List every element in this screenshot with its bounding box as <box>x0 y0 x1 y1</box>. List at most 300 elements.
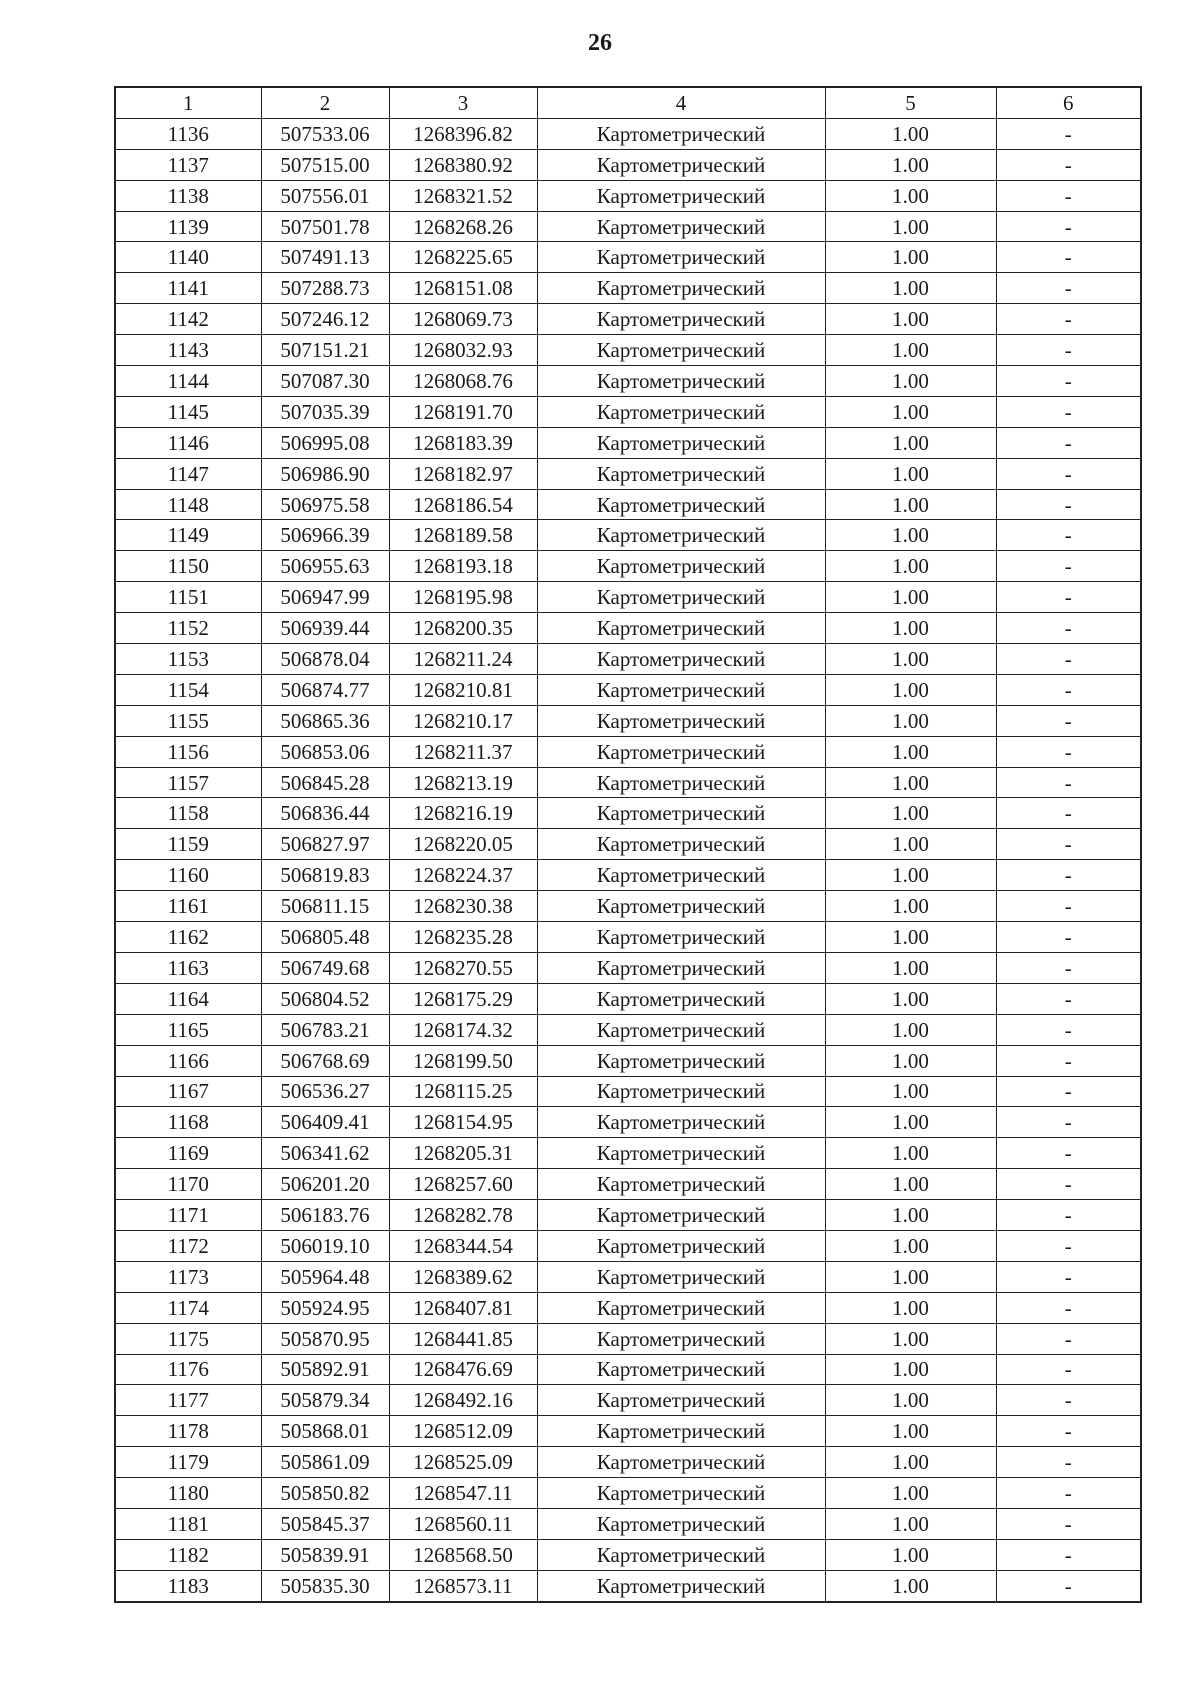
x-coordinate-cell: 506819.83 <box>261 860 389 891</box>
accuracy-cell: 1.00 <box>825 922 996 953</box>
table-row <box>115 705 1141 736</box>
x-coordinate-cell: 506939.44 <box>261 613 389 644</box>
point-number-cell: 1159 <box>115 829 261 860</box>
accuracy-cell: 1.00 <box>825 335 996 366</box>
y-coordinate-cell: 1268191.70 <box>389 396 537 427</box>
method-cell: Картометрический <box>537 520 825 551</box>
y-coordinate-cell: 1268193.18 <box>389 551 537 582</box>
column-header-1: 1 <box>115 87 261 118</box>
x-coordinate-cell: 507533.06 <box>261 118 389 149</box>
table-header-row <box>115 87 1141 118</box>
accuracy-cell: 1.00 <box>825 211 996 242</box>
table-row <box>115 1292 1141 1323</box>
x-coordinate-cell: 506966.39 <box>261 520 389 551</box>
method-cell: Картометрический <box>537 1478 825 1509</box>
accuracy-cell: 1.00 <box>825 1045 996 1076</box>
method-cell: Картометрический <box>537 396 825 427</box>
accuracy-cell: 1.00 <box>825 551 996 582</box>
y-coordinate-cell: 1268282.78 <box>389 1200 537 1231</box>
table-row <box>115 273 1141 304</box>
table-row <box>115 1570 1141 1601</box>
method-cell: Картометрический <box>537 489 825 520</box>
table-row <box>115 211 1141 242</box>
y-coordinate-cell: 1268186.54 <box>389 489 537 520</box>
method-cell: Картометрический <box>537 767 825 798</box>
note-cell: - <box>996 736 1141 767</box>
y-coordinate-cell: 1268492.16 <box>389 1385 537 1416</box>
note-cell: - <box>996 922 1141 953</box>
point-number-cell: 1140 <box>115 242 261 273</box>
x-coordinate-cell: 506749.68 <box>261 952 389 983</box>
method-cell: Картометрический <box>537 644 825 675</box>
point-number-cell: 1173 <box>115 1261 261 1292</box>
x-coordinate-cell: 506804.52 <box>261 983 389 1014</box>
y-coordinate-cell: 1268270.55 <box>389 952 537 983</box>
x-coordinate-cell: 506975.58 <box>261 489 389 520</box>
point-number-cell: 1157 <box>115 767 261 798</box>
y-coordinate-cell: 1268547.11 <box>389 1478 537 1509</box>
table-body <box>115 118 1141 1601</box>
note-cell: - <box>996 1478 1141 1509</box>
point-number-cell: 1148 <box>115 489 261 520</box>
page-number: 26 <box>588 30 612 56</box>
table-row <box>115 1200 1141 1231</box>
note-cell: - <box>996 674 1141 705</box>
point-number-cell: 1181 <box>115 1508 261 1539</box>
y-coordinate-cell: 1268396.82 <box>389 118 537 149</box>
point-number-cell: 1158 <box>115 798 261 829</box>
table-row <box>115 489 1141 520</box>
point-number-cell: 1176 <box>115 1354 261 1385</box>
point-number-cell: 1171 <box>115 1200 261 1231</box>
point-number-cell: 1177 <box>115 1385 261 1416</box>
accuracy-cell: 1.00 <box>825 1200 996 1231</box>
coordinates-table <box>114 86 1142 1603</box>
x-coordinate-cell: 505879.34 <box>261 1385 389 1416</box>
x-coordinate-cell: 505964.48 <box>261 1261 389 1292</box>
note-cell: - <box>996 1045 1141 1076</box>
point-number-cell: 1155 <box>115 705 261 736</box>
y-coordinate-cell: 1268115.25 <box>389 1076 537 1107</box>
accuracy-cell: 1.00 <box>825 983 996 1014</box>
x-coordinate-cell: 505861.09 <box>261 1447 389 1478</box>
method-cell: Картометрический <box>537 1323 825 1354</box>
table-row <box>115 829 1141 860</box>
x-coordinate-cell: 506986.90 <box>261 458 389 489</box>
y-coordinate-cell: 1268213.19 <box>389 767 537 798</box>
point-number-cell: 1149 <box>115 520 261 551</box>
point-number-cell: 1144 <box>115 366 261 397</box>
y-coordinate-cell: 1268189.58 <box>389 520 537 551</box>
column-header-4: 4 <box>537 87 825 118</box>
method-cell: Картометрический <box>537 1014 825 1045</box>
accuracy-cell: 1.00 <box>825 674 996 705</box>
y-coordinate-cell: 1268380.92 <box>389 149 537 180</box>
x-coordinate-cell: 506341.62 <box>261 1138 389 1169</box>
y-coordinate-cell: 1268568.50 <box>389 1539 537 1570</box>
point-number-cell: 1150 <box>115 551 261 582</box>
method-cell: Картометрический <box>537 242 825 273</box>
accuracy-cell: 1.00 <box>825 829 996 860</box>
accuracy-cell: 1.00 <box>825 613 996 644</box>
point-number-cell: 1183 <box>115 1570 261 1601</box>
accuracy-cell: 1.00 <box>825 118 996 149</box>
accuracy-cell: 1.00 <box>825 1354 996 1385</box>
point-number-cell: 1164 <box>115 983 261 1014</box>
y-coordinate-cell: 1268068.76 <box>389 366 537 397</box>
point-number-cell: 1175 <box>115 1323 261 1354</box>
column-header-5: 5 <box>825 87 996 118</box>
accuracy-cell: 1.00 <box>825 1261 996 1292</box>
note-cell: - <box>996 551 1141 582</box>
x-coordinate-cell: 507288.73 <box>261 273 389 304</box>
point-number-cell: 1160 <box>115 860 261 891</box>
accuracy-cell: 1.00 <box>825 952 996 983</box>
note-cell: - <box>996 458 1141 489</box>
method-cell: Картометрический <box>537 1539 825 1570</box>
table-row <box>115 1169 1141 1200</box>
table-row <box>115 644 1141 675</box>
note-cell: - <box>996 891 1141 922</box>
method-cell: Картометрический <box>537 211 825 242</box>
note-cell: - <box>996 1508 1141 1539</box>
note-cell: - <box>996 1323 1141 1354</box>
accuracy-cell: 1.00 <box>825 644 996 675</box>
note-cell: - <box>996 613 1141 644</box>
accuracy-cell: 1.00 <box>825 304 996 335</box>
method-cell: Картометрический <box>537 1107 825 1138</box>
accuracy-cell: 1.00 <box>825 366 996 397</box>
point-number-cell: 1161 <box>115 891 261 922</box>
table-row <box>115 1323 1141 1354</box>
point-number-cell: 1170 <box>115 1169 261 1200</box>
accuracy-cell: 1.00 <box>825 1138 996 1169</box>
x-coordinate-cell: 507515.00 <box>261 149 389 180</box>
point-number-cell: 1156 <box>115 736 261 767</box>
method-cell: Картометрический <box>537 1354 825 1385</box>
method-cell: Картометрический <box>537 613 825 644</box>
note-cell: - <box>996 489 1141 520</box>
accuracy-cell: 1.00 <box>825 1539 996 1570</box>
table-row <box>115 458 1141 489</box>
y-coordinate-cell: 1268257.60 <box>389 1169 537 1200</box>
note-cell: - <box>996 180 1141 211</box>
accuracy-cell: 1.00 <box>825 1230 996 1261</box>
point-number-cell: 1147 <box>115 458 261 489</box>
accuracy-cell: 1.00 <box>825 1416 996 1447</box>
x-coordinate-cell: 507491.13 <box>261 242 389 273</box>
y-coordinate-cell: 1268211.37 <box>389 736 537 767</box>
y-coordinate-cell: 1268199.50 <box>389 1045 537 1076</box>
table-row <box>115 551 1141 582</box>
method-cell: Картометрический <box>537 304 825 335</box>
note-cell: - <box>996 366 1141 397</box>
accuracy-cell: 1.00 <box>825 1323 996 1354</box>
accuracy-cell: 1.00 <box>825 458 996 489</box>
accuracy-cell: 1.00 <box>825 736 996 767</box>
y-coordinate-cell: 1268389.62 <box>389 1261 537 1292</box>
x-coordinate-cell: 507035.39 <box>261 396 389 427</box>
x-coordinate-cell: 507501.78 <box>261 211 389 242</box>
accuracy-cell: 1.00 <box>825 396 996 427</box>
accuracy-cell: 1.00 <box>825 1292 996 1323</box>
point-number-cell: 1168 <box>115 1107 261 1138</box>
table-row <box>115 922 1141 953</box>
method-cell: Картометрический <box>537 427 825 458</box>
note-cell: - <box>996 582 1141 613</box>
point-number-cell: 1146 <box>115 427 261 458</box>
note-cell: - <box>996 118 1141 149</box>
accuracy-cell: 1.00 <box>825 489 996 520</box>
accuracy-cell: 1.00 <box>825 1447 996 1478</box>
point-number-cell: 1136 <box>115 118 261 149</box>
method-cell: Картометрический <box>537 860 825 891</box>
method-cell: Картометрический <box>537 1385 825 1416</box>
method-cell: Картометрический <box>537 983 825 1014</box>
y-coordinate-cell: 1268183.39 <box>389 427 537 458</box>
accuracy-cell: 1.00 <box>825 705 996 736</box>
accuracy-cell: 1.00 <box>825 1014 996 1045</box>
x-coordinate-cell: 505924.95 <box>261 1292 389 1323</box>
y-coordinate-cell: 1268175.29 <box>389 983 537 1014</box>
x-coordinate-cell: 506853.06 <box>261 736 389 767</box>
point-number-cell: 1153 <box>115 644 261 675</box>
note-cell: - <box>996 1138 1141 1169</box>
method-cell: Картометрический <box>537 1076 825 1107</box>
y-coordinate-cell: 1268235.28 <box>389 922 537 953</box>
method-cell: Картометрический <box>537 798 825 829</box>
point-number-cell: 1172 <box>115 1230 261 1261</box>
method-cell: Картометрический <box>537 149 825 180</box>
y-coordinate-cell: 1268344.54 <box>389 1230 537 1261</box>
table-row <box>115 520 1141 551</box>
y-coordinate-cell: 1268069.73 <box>389 304 537 335</box>
x-coordinate-cell: 506845.28 <box>261 767 389 798</box>
note-cell: - <box>996 860 1141 891</box>
accuracy-cell: 1.00 <box>825 860 996 891</box>
x-coordinate-cell: 506865.36 <box>261 705 389 736</box>
table-row <box>115 304 1141 335</box>
y-coordinate-cell: 1268407.81 <box>389 1292 537 1323</box>
note-cell: - <box>996 396 1141 427</box>
point-number-cell: 1154 <box>115 674 261 705</box>
point-number-cell: 1166 <box>115 1045 261 1076</box>
note-cell: - <box>996 1539 1141 1570</box>
note-cell: - <box>996 767 1141 798</box>
x-coordinate-cell: 506836.44 <box>261 798 389 829</box>
y-coordinate-cell: 1268268.26 <box>389 211 537 242</box>
note-cell: - <box>996 829 1141 860</box>
column-header-6: 6 <box>996 87 1141 118</box>
accuracy-cell: 1.00 <box>825 520 996 551</box>
accuracy-cell: 1.00 <box>825 891 996 922</box>
x-coordinate-cell: 506409.41 <box>261 1107 389 1138</box>
point-number-cell: 1178 <box>115 1416 261 1447</box>
method-cell: Картометрический <box>537 118 825 149</box>
table-row <box>115 1416 1141 1447</box>
note-cell: - <box>996 798 1141 829</box>
note-cell: - <box>996 983 1141 1014</box>
accuracy-cell: 1.00 <box>825 798 996 829</box>
x-coordinate-cell: 506947.99 <box>261 582 389 613</box>
accuracy-cell: 1.00 <box>825 427 996 458</box>
method-cell: Картометрический <box>537 829 825 860</box>
note-cell: - <box>996 1107 1141 1138</box>
table-row <box>115 1261 1141 1292</box>
y-coordinate-cell: 1268512.09 <box>389 1416 537 1447</box>
table-row <box>115 798 1141 829</box>
y-coordinate-cell: 1268216.19 <box>389 798 537 829</box>
x-coordinate-cell: 506783.21 <box>261 1014 389 1045</box>
table-row <box>115 366 1141 397</box>
accuracy-cell: 1.00 <box>825 1478 996 1509</box>
method-cell: Картометрический <box>537 1169 825 1200</box>
point-number-cell: 1139 <box>115 211 261 242</box>
note-cell: - <box>996 211 1141 242</box>
method-cell: Картометрический <box>537 1138 825 1169</box>
y-coordinate-cell: 1268210.17 <box>389 705 537 736</box>
method-cell: Картометрический <box>537 273 825 304</box>
table-row <box>115 1508 1141 1539</box>
y-coordinate-cell: 1268525.09 <box>389 1447 537 1478</box>
method-cell: Картометрический <box>537 1261 825 1292</box>
note-cell: - <box>996 1570 1141 1601</box>
y-coordinate-cell: 1268321.52 <box>389 180 537 211</box>
x-coordinate-cell: 506811.15 <box>261 891 389 922</box>
accuracy-cell: 1.00 <box>825 1385 996 1416</box>
point-number-cell: 1162 <box>115 922 261 953</box>
point-number-cell: 1145 <box>115 396 261 427</box>
point-number-cell: 1138 <box>115 180 261 211</box>
accuracy-cell: 1.00 <box>825 180 996 211</box>
note-cell: - <box>996 952 1141 983</box>
x-coordinate-cell: 506874.77 <box>261 674 389 705</box>
method-cell: Картометрический <box>537 1292 825 1323</box>
table-row <box>115 1138 1141 1169</box>
note-cell: - <box>996 1416 1141 1447</box>
y-coordinate-cell: 1268154.95 <box>389 1107 537 1138</box>
table-row <box>115 582 1141 613</box>
accuracy-cell: 1.00 <box>825 767 996 798</box>
point-number-cell: 1179 <box>115 1447 261 1478</box>
note-cell: - <box>996 1261 1141 1292</box>
y-coordinate-cell: 1268220.05 <box>389 829 537 860</box>
x-coordinate-cell: 505839.91 <box>261 1539 389 1570</box>
table-row <box>115 891 1141 922</box>
y-coordinate-cell: 1268182.97 <box>389 458 537 489</box>
note-cell: - <box>996 1014 1141 1045</box>
y-coordinate-cell: 1268230.38 <box>389 891 537 922</box>
x-coordinate-cell: 506183.76 <box>261 1200 389 1231</box>
point-number-cell: 1180 <box>115 1478 261 1509</box>
table-row <box>115 674 1141 705</box>
point-number-cell: 1152 <box>115 613 261 644</box>
table-row <box>115 118 1141 149</box>
table-row <box>115 1354 1141 1385</box>
note-cell: - <box>996 1230 1141 1261</box>
note-cell: - <box>996 1354 1141 1385</box>
method-cell: Картометрический <box>537 705 825 736</box>
x-coordinate-cell: 505892.91 <box>261 1354 389 1385</box>
table-row <box>115 952 1141 983</box>
x-coordinate-cell: 506995.08 <box>261 427 389 458</box>
point-number-cell: 1143 <box>115 335 261 366</box>
x-coordinate-cell: 506878.04 <box>261 644 389 675</box>
x-coordinate-cell: 505870.95 <box>261 1323 389 1354</box>
note-cell: - <box>996 304 1141 335</box>
table-row <box>115 242 1141 273</box>
method-cell: Картометрический <box>537 1045 825 1076</box>
note-cell: - <box>996 705 1141 736</box>
y-coordinate-cell: 1268174.32 <box>389 1014 537 1045</box>
y-coordinate-cell: 1268032.93 <box>389 335 537 366</box>
point-number-cell: 1169 <box>115 1138 261 1169</box>
point-number-cell: 1163 <box>115 952 261 983</box>
point-number-cell: 1137 <box>115 149 261 180</box>
method-cell: Картометрический <box>537 366 825 397</box>
table-row <box>115 335 1141 366</box>
method-cell: Картометрический <box>537 1230 825 1261</box>
x-coordinate-cell: 507556.01 <box>261 180 389 211</box>
point-number-cell: 1151 <box>115 582 261 613</box>
x-coordinate-cell: 506768.69 <box>261 1045 389 1076</box>
y-coordinate-cell: 1268210.81 <box>389 674 537 705</box>
table-row <box>115 1385 1141 1416</box>
y-coordinate-cell: 1268573.11 <box>389 1570 537 1601</box>
point-number-cell: 1182 <box>115 1539 261 1570</box>
table-row <box>115 860 1141 891</box>
table-row <box>115 767 1141 798</box>
y-coordinate-cell: 1268205.31 <box>389 1138 537 1169</box>
x-coordinate-cell: 505868.01 <box>261 1416 389 1447</box>
method-cell: Картометрический <box>537 891 825 922</box>
point-number-cell: 1174 <box>115 1292 261 1323</box>
method-cell: Картометрический <box>537 736 825 767</box>
method-cell: Картометрический <box>537 1416 825 1447</box>
method-cell: Картометрический <box>537 1508 825 1539</box>
table-row <box>115 180 1141 211</box>
note-cell: - <box>996 1200 1141 1231</box>
note-cell: - <box>996 644 1141 675</box>
accuracy-cell: 1.00 <box>825 1107 996 1138</box>
table-row <box>115 1045 1141 1076</box>
note-cell: - <box>996 427 1141 458</box>
x-coordinate-cell: 505850.82 <box>261 1478 389 1509</box>
note-cell: - <box>996 1076 1141 1107</box>
table-row <box>115 149 1141 180</box>
table-row <box>115 983 1141 1014</box>
y-coordinate-cell: 1268211.24 <box>389 644 537 675</box>
y-coordinate-cell: 1268476.69 <box>389 1354 537 1385</box>
method-cell: Картометрический <box>537 1200 825 1231</box>
table-row <box>115 1539 1141 1570</box>
method-cell: Картометрический <box>537 952 825 983</box>
x-coordinate-cell: 507087.30 <box>261 366 389 397</box>
y-coordinate-cell: 1268224.37 <box>389 860 537 891</box>
y-coordinate-cell: 1268151.08 <box>389 273 537 304</box>
x-coordinate-cell: 505835.30 <box>261 1570 389 1601</box>
point-number-cell: 1165 <box>115 1014 261 1045</box>
table-row <box>115 1107 1141 1138</box>
method-cell: Картометрический <box>537 1570 825 1601</box>
note-cell: - <box>996 273 1141 304</box>
method-cell: Картометрический <box>537 582 825 613</box>
y-coordinate-cell: 1268225.65 <box>389 242 537 273</box>
table-row <box>115 1076 1141 1107</box>
table-row <box>115 613 1141 644</box>
x-coordinate-cell: 506827.97 <box>261 829 389 860</box>
x-coordinate-cell: 506019.10 <box>261 1230 389 1261</box>
